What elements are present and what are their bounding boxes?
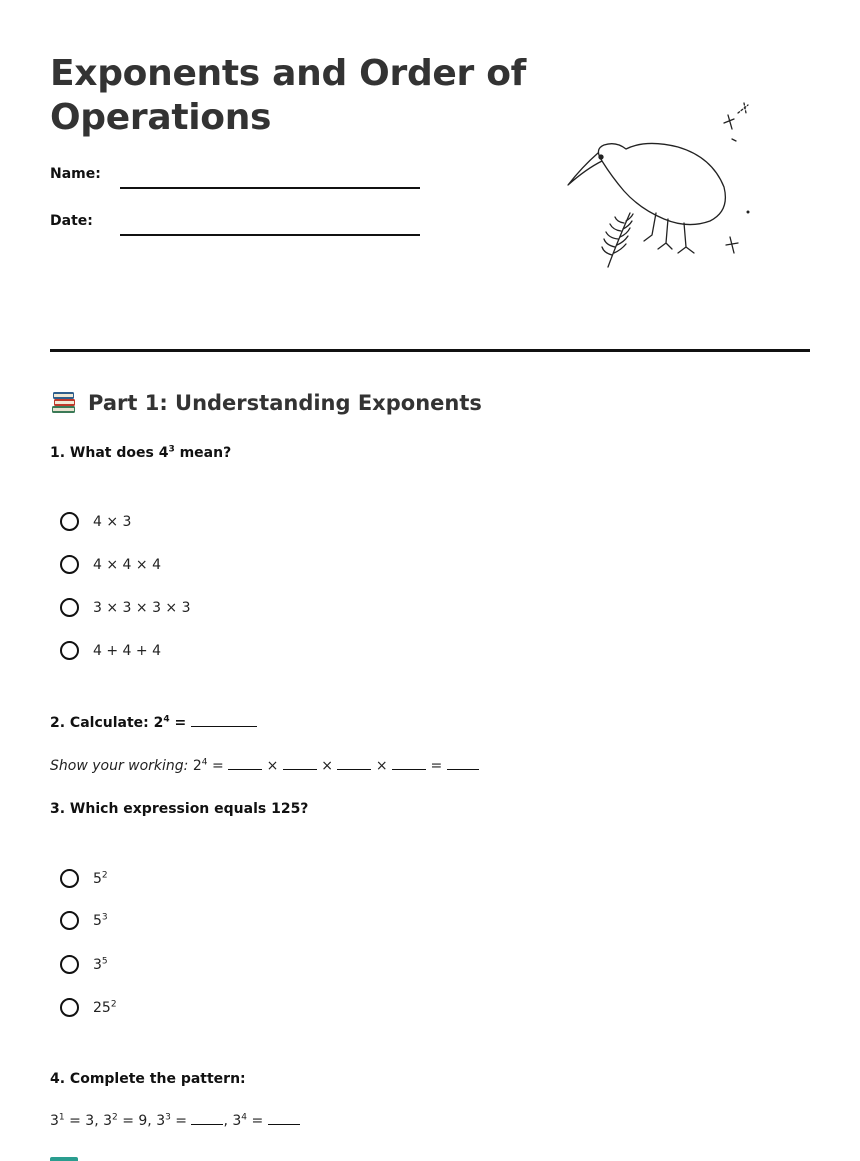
option-label (93, 957, 108, 973)
option-label: 4 × 4 × 4 (93, 556, 161, 573)
pattern-sup-4: 4 (241, 1112, 248, 1123)
q3-option-4[interactable] (60, 998, 117, 1017)
pattern-sup-2: 2 (112, 1112, 118, 1123)
question-1 (50, 445, 231, 461)
pattern-text-3: = (170, 1113, 188, 1129)
times-sign: × (266, 758, 279, 774)
option-label (93, 871, 108, 887)
pattern-text-5: = (247, 1113, 264, 1129)
date-label: Date: (50, 213, 93, 229)
q3-option-1[interactable] (60, 869, 108, 888)
working-base: 2 (188, 758, 202, 774)
next-section-icon (50, 1157, 78, 1161)
answer-blank[interactable] (191, 714, 257, 727)
option-label: 3 × 3 × 3 × 3 (93, 599, 191, 616)
section-heading-text: Part 1: Understanding Exponents (88, 391, 482, 415)
q1-option-3[interactable] (60, 598, 191, 617)
question-2 (50, 714, 257, 731)
working-blank-3[interactable] (337, 757, 371, 770)
option-base: 25 (93, 999, 111, 1016)
radio-button[interactable] (60, 641, 79, 660)
option-label (93, 1000, 117, 1016)
working-blank-4[interactable] (392, 757, 426, 770)
radio-button[interactable] (60, 598, 79, 617)
pattern-line (50, 1112, 300, 1129)
name-field[interactable] (120, 187, 420, 189)
pattern-text-1: = 3, 3 (64, 1113, 113, 1129)
section-divider (50, 349, 810, 352)
date-field[interactable] (120, 234, 420, 236)
question-4: 4. Complete the pattern: (50, 1071, 246, 1087)
name-label: Name: (50, 166, 101, 182)
q1-option-1[interactable] (60, 512, 131, 531)
q1-option-4[interactable] (60, 641, 161, 660)
radio-button[interactable] (60, 955, 79, 974)
section-heading-part1 (50, 390, 482, 416)
question-2-prefix: 2. Calculate: 2 (50, 715, 164, 731)
times-sign: × (375, 758, 388, 774)
radio-button[interactable] (60, 555, 79, 574)
option-sup: 5 (101, 955, 108, 966)
radio-button[interactable] (60, 911, 79, 930)
option-base: 5 (93, 912, 102, 929)
option-label (93, 913, 108, 929)
option-sup: 3 (101, 911, 108, 922)
pattern-sup-1: 1 (58, 1112, 65, 1123)
pattern-blank-1[interactable] (191, 1112, 223, 1125)
question-1-suffix: mean? (174, 445, 232, 461)
radio-button[interactable] (60, 998, 79, 1017)
q3-option-3[interactable] (60, 955, 108, 974)
working-blank-2[interactable] (283, 757, 317, 770)
working-blank-result[interactable] (447, 757, 479, 770)
radio-button[interactable] (60, 512, 79, 531)
option-base: 3 (93, 956, 102, 973)
q3-option-2[interactable] (60, 911, 108, 930)
pattern-text-2: = 9, 3 (117, 1113, 166, 1129)
pattern-text-4: , 3 (223, 1113, 242, 1129)
question-3: 3. Which expression equals 125? (50, 801, 309, 817)
option-base: 5 (93, 870, 102, 887)
radio-button[interactable] (60, 869, 79, 888)
working-sup: 4 (201, 757, 208, 768)
option-label: 4 × 3 (93, 513, 132, 530)
option-sup: 2 (101, 869, 108, 880)
equals-sign: = (430, 758, 443, 774)
option-sup: 2 (110, 998, 117, 1009)
books-icon (50, 390, 78, 416)
question-1-sup: 3 (168, 444, 175, 455)
working-line (50, 757, 479, 774)
working-eq: = (207, 758, 224, 774)
page-title: Exponents and Order of Operations (50, 53, 527, 138)
times-sign: × (321, 758, 333, 774)
pattern-base: 3 (50, 1113, 59, 1129)
kiwi-bird-illustration (560, 95, 760, 275)
pattern-sup-3: 3 (165, 1112, 171, 1123)
question-1-prefix: 1. What does 4 (50, 445, 169, 461)
q1-option-2[interactable] (60, 555, 161, 574)
option-label: 4 + 4 + 4 (93, 642, 161, 659)
question-2-suffix: = (169, 715, 187, 731)
working-prefix: Show your working: (50, 758, 189, 774)
working-blank-1[interactable] (228, 757, 262, 770)
question-2-sup: 4 (163, 714, 170, 725)
pattern-blank-2[interactable] (268, 1112, 300, 1125)
